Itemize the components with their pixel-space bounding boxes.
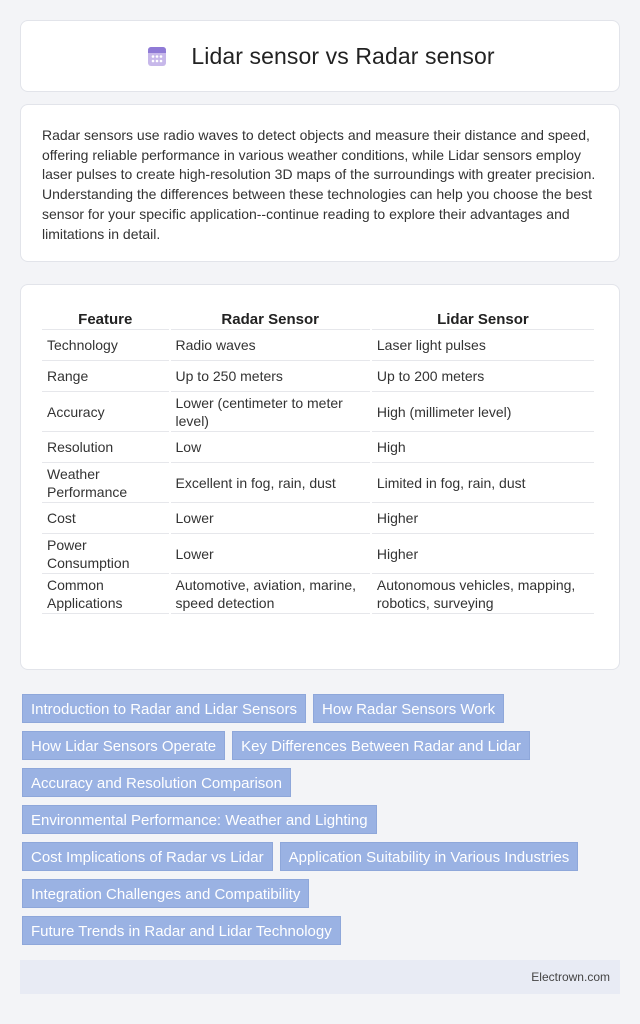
lidar-cell: Laser light pulses	[372, 330, 594, 361]
feature-cell: Power Consumption	[42, 534, 169, 574]
lidar-cell: High	[372, 432, 594, 463]
table-header-row	[42, 303, 594, 330]
radar-cell: Low	[171, 432, 370, 463]
topic-link[interactable]: Future Trends in Radar and Lidar Technology	[22, 916, 341, 945]
topic-row	[22, 916, 622, 945]
radar-cell: Lower	[171, 534, 370, 574]
radar-cell: Lower	[171, 503, 370, 534]
table-row	[42, 432, 594, 463]
feature-cell: Accuracy	[42, 392, 169, 432]
table-row	[42, 463, 594, 503]
intro-card	[20, 104, 620, 262]
feature-cell: Resolution	[42, 432, 169, 463]
comparison-table	[40, 303, 596, 614]
page-title: Lidar sensor vs Radar sensor	[191, 42, 495, 69]
feature-cell: Range	[42, 361, 169, 392]
lidar-cell: Higher	[372, 534, 594, 574]
feature-cell: Cost	[42, 503, 169, 534]
topic-row	[22, 694, 622, 723]
table-row	[42, 534, 594, 574]
lidar-cell: Up to 200 meters	[372, 361, 594, 392]
header-feature: Feature	[42, 303, 169, 330]
table-row	[42, 392, 594, 432]
table-row	[42, 330, 594, 361]
lidar-cell: Autonomous vehicles, mapping, robotics, surveying	[372, 574, 594, 614]
topic-link[interactable]: Introduction to Radar and Lidar Sensors	[22, 694, 306, 723]
calendar-icon	[145, 44, 169, 68]
topic-link[interactable]: Accuracy and Resolution Comparison	[22, 768, 291, 797]
footer-site[interactable]: Electrown.com	[531, 970, 610, 984]
radar-cell: Up to 250 meters	[171, 361, 370, 392]
radar-cell: Lower (centimeter to meter level)	[171, 392, 370, 432]
table-row	[42, 361, 594, 392]
radar-cell: Excellent in fog, rain, dust	[171, 463, 370, 503]
feature-cell: Common Applications	[42, 574, 169, 614]
topic-row	[22, 842, 622, 871]
title-card	[20, 20, 620, 92]
topic-row	[22, 768, 622, 797]
topic-row	[22, 879, 622, 908]
topic-links	[22, 694, 622, 953]
radar-cell: Automotive, aviation, marine, speed detection	[171, 574, 370, 614]
feature-cell: Weather Performance	[42, 463, 169, 503]
topic-link[interactable]: How Radar Sensors Work	[313, 694, 504, 723]
feature-cell: Technology	[42, 330, 169, 361]
topic-row	[22, 731, 622, 760]
header-lidar: Lidar Sensor	[372, 303, 594, 330]
topic-row	[22, 805, 622, 834]
table-row	[42, 574, 594, 614]
topic-link[interactable]: Integration Challenges and Compatibility	[22, 879, 309, 908]
topic-link[interactable]: How Lidar Sensors Operate	[22, 731, 225, 760]
comparison-table-card	[20, 284, 620, 670]
topic-link[interactable]: Key Differences Between Radar and Lidar	[232, 731, 530, 760]
lidar-cell: Limited in fog, rain, dust	[372, 463, 594, 503]
topic-link[interactable]: Application Suitability in Various Industries	[280, 842, 579, 871]
lidar-cell: High (millimeter level)	[372, 392, 594, 432]
intro-text: Radar sensors use radio waves to detect objects and measure their distance and speed, offering reliable performance in various weather conditions, while Lidar sensors employ laser pulses to create high-resolution 3D maps of the surroundings with greater precision. Understanding the differences between these technologies can help you choose the best sensor for your specific application--continue reading to explore their advantages and limitations in detail.	[42, 127, 596, 242]
radar-cell: Radio waves	[171, 330, 370, 361]
header-radar: Radar Sensor	[171, 303, 370, 330]
topic-link[interactable]: Environmental Performance: Weather and Lighting	[22, 805, 377, 834]
footer	[20, 960, 620, 994]
lidar-cell: Higher	[372, 503, 594, 534]
topic-link[interactable]: Cost Implications of Radar vs Lidar	[22, 842, 273, 871]
table-row	[42, 503, 594, 534]
